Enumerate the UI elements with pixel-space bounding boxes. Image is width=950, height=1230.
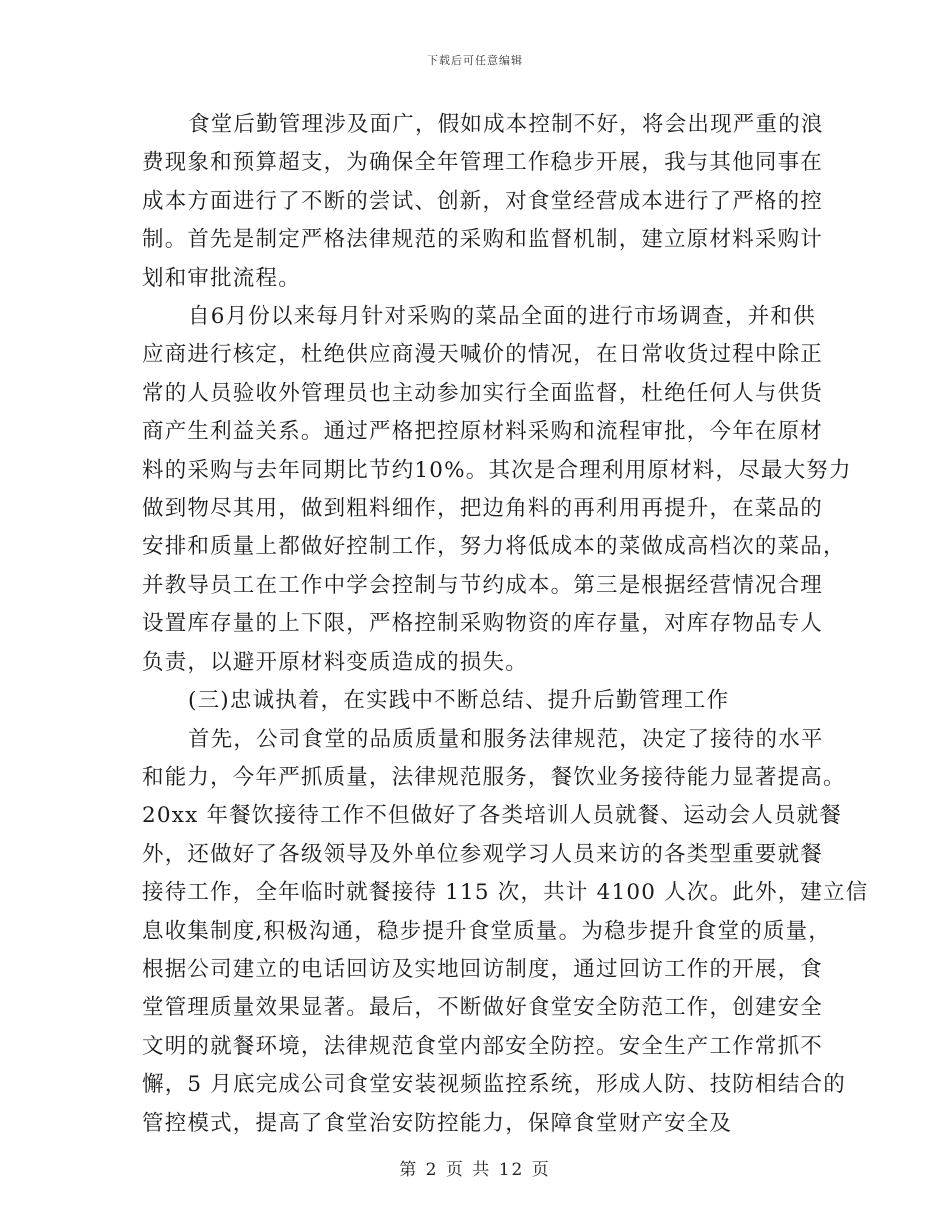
paragraph-line: 首先，公司食堂的品质质量和服务法律规范，决定了接待的水平 <box>188 726 824 752</box>
paragraph-line: 堂管理质量效果显著。最后，不断做好食堂安全防范工作，创建安全 <box>142 995 824 1021</box>
page-header-note: 下载后可任意编辑 <box>427 54 523 67</box>
paragraph-line: 应商进行核定，杜绝供应商漫天喊价的情况，在日常收货过程中除正 <box>142 342 824 368</box>
paragraph <box>142 106 824 298</box>
paragraph-line: 商产生利益关系。通过严格把控原材料采购和流程审批，今年在原材 <box>142 419 824 445</box>
paragraph-line: 成本方面进行了不断的尝试、创新，对食堂经营成本进行了严格的控 <box>142 188 824 214</box>
paragraph-line: 设置库存量的上下限，严格控制采购物资的库存量，对库存物品专人 <box>142 611 824 637</box>
paragraph-line: 接待工作，全年临时就餐接待 115 次，共计 4100 人次。此外，建立信 <box>142 880 869 906</box>
paragraph-line: 和能力，今年严抓质量，法律规范服务，餐饮业务接待能力显著提高。 <box>142 764 846 790</box>
paragraph-line: 费现象和预算超支，为确保全年管理工作稳步开展，我与其他同事在 <box>142 150 824 176</box>
paragraph <box>142 298 852 682</box>
paragraph-line: 根据公司建立的电话回访及实地回访制度，通过回访工作的开展，食 <box>142 956 824 982</box>
paragraph-line: (三)忠诚执着，在实践中不断总结、提升后勤管理工作 <box>188 688 730 714</box>
paragraph-line: 负责，以避开原材料变质造成的损失。 <box>142 649 528 675</box>
paragraph-line: 20xx 年餐饮接待工作不但做好了各类培训人员就餐、运动会人员就餐 <box>142 803 843 829</box>
paragraph <box>142 682 814 720</box>
paragraph-line: 文明的就餐环境，法律规范食堂内部安全防控。安全生产工作常抓不 <box>142 1033 824 1059</box>
paragraph-line: 食堂后勤管理涉及面广，假如成本控制不好，将会出现严重的浪 <box>188 112 824 137</box>
paragraph-line: 做到物尽其用，做到粗料细作，把边角料的再利用再提升，在菜品的 <box>142 496 824 522</box>
paragraph-line: 息收集制度,积极沟通，稳步提升食堂质量。为稳步提升食堂的质量， <box>142 918 832 944</box>
paragraph-line: 懈，5 月底完成公司食堂安装视频监控系统，形成人防、技防相结合的 <box>142 1072 846 1098</box>
paragraph-line: 管控模式，提高了食堂治安防控能力，保障食堂财产安全及 <box>142 1110 733 1136</box>
page-number-footer: 第 2 页 共 12 页 <box>399 1160 551 1180</box>
paragraph-line: 料的采购与去年同期比节约10%。其次是合理利用原材料，尽最大努力 <box>142 457 852 483</box>
paragraph <box>142 721 869 1143</box>
paragraph-line: 安排和质量上都做好控制工作，努力将低成本的菜做成高档次的菜品， <box>142 534 846 560</box>
paragraph-line: 外，还做好了各级领导及外单位参观学习人员来访的各类型重要就餐 <box>142 841 824 867</box>
paragraph-line: 划和审批流程。 <box>142 265 301 291</box>
paragraph-line: 常的人员验收外管理员也主动参加实行全面监督，杜绝任何人与供货 <box>142 380 824 406</box>
paragraph-line: 制。首先是制定严格法律规范的采购和监督机制，建立原材料采购计 <box>142 227 824 253</box>
paragraph-line: 自6月份以来每月针对采购的菜品全面的进行市场调查，并和供 <box>188 304 816 330</box>
document-body <box>142 106 869 1143</box>
paragraph-line: 并教导员工在工作中学会控制与节约成本。第三是根据经营情况合理 <box>142 572 824 598</box>
